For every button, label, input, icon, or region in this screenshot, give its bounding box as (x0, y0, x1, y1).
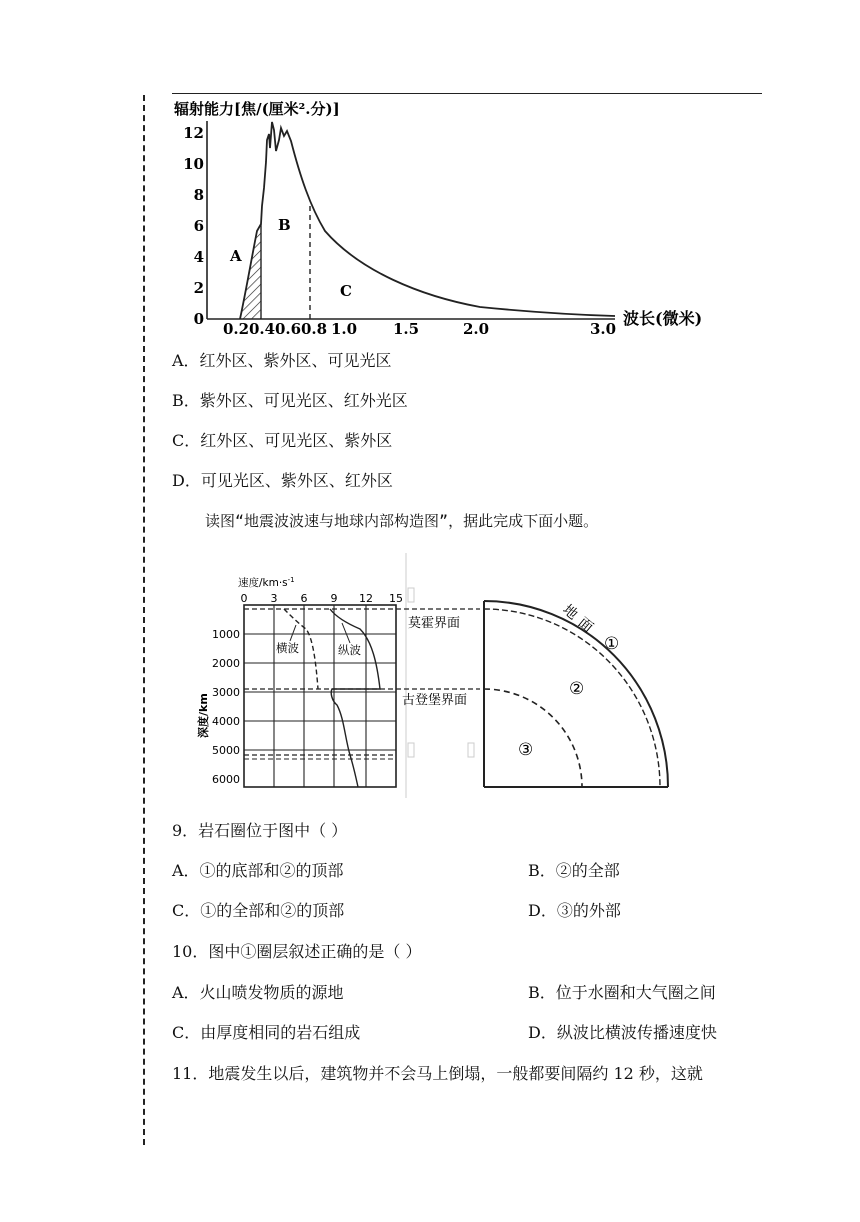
chart1-xlabel: 波长(微米) (623, 309, 703, 328)
q9-option-b: B．②的全部 (528, 861, 620, 880)
chart2-grid (244, 605, 396, 787)
q9-option-a: A．①的底部和②的顶部 (172, 861, 344, 880)
chart1-xtick-3.0: 3.0 (589, 320, 617, 336)
q10-option-b: B．位于水圈和大气圈之间 (528, 983, 716, 1002)
header-rule (172, 93, 762, 94)
chart2-moho-label: 莫霍界面 (408, 616, 461, 631)
chart1-label-A: A (230, 247, 242, 265)
chart1-ytick-6: 6 (193, 217, 204, 235)
chart2-depth-tick-5000: 5000 (212, 744, 240, 757)
chart1-ylabel: 辐射能力[焦/(厘米².分)] (174, 100, 340, 118)
q10-option-a: A．火山喷发物质的源地 (172, 983, 344, 1002)
chart1-ytick-2: 2 (193, 279, 204, 297)
chart1-ytick-4: 4 (193, 248, 204, 266)
chart1-xtick-2.0: 2.0 (462, 320, 490, 336)
earth-layer-2-label: ② (569, 679, 585, 699)
earth-layer-3-label: ③ (518, 740, 534, 760)
q11-stem: 11．地震发生以后，建筑物并不会马上倒塌，一般都要间隔约 12 秒，这就 (172, 1064, 703, 1083)
chart2-depth-tick-6000: 6000 (212, 773, 240, 786)
chart1-label-B: B (278, 216, 291, 234)
earth-layer-1-label: ① (604, 634, 620, 654)
chart2-p-wave-label: 纵波 (338, 643, 361, 657)
q10-option-c: C．由厚度相同的岩石组成 (172, 1023, 361, 1042)
chart1-xtick-0.2: 0.2 (222, 320, 250, 336)
chart1-xtick-0.4: 0.4 (248, 320, 276, 336)
chart2-speed-tick-0: 0 (240, 592, 248, 605)
chart1-xtick-1.5: 1.5 (392, 320, 420, 336)
q8-option-b: B．紫外区、可见光区、红外光区 (172, 391, 408, 410)
chart2-depth-tick-4000: 4000 (212, 715, 240, 728)
chart2-depth-tick-3000: 3000 (212, 686, 240, 699)
earth-surface-label: 地面 (559, 601, 601, 640)
chart2-depth-label: 深度/km (197, 693, 210, 738)
chart1-xtick-0.8: 0.8 (300, 320, 328, 336)
seismic-wave-diagram (190, 553, 680, 798)
q9-option-c: C．①的全部和②的顶部 (172, 901, 345, 920)
chart1-ytick-8: 8 (193, 186, 204, 204)
chart2-speed-tick-3: 3 (270, 592, 278, 605)
chart2-s-wave-label: 横波 (276, 641, 299, 655)
chart1-ytick-12: 12 (183, 124, 204, 142)
chart2-speed-tick-15: 15 (389, 592, 403, 605)
chart2-speed-label: 速度$/km\cdot s^{-1}$ (238, 576, 295, 589)
q9-stem: 9．岩石圈位于图中（ ） (172, 821, 348, 840)
chart1-ytick-0: 0 (193, 310, 204, 328)
chart2-depth-tick-2000: 2000 (212, 657, 240, 670)
binding-margin-line (143, 95, 145, 1145)
chart1-xtick-0.6: 0.6 (274, 320, 302, 336)
q10-option-d: D．纵波比横波传播速度快 (528, 1023, 717, 1042)
q8-option-d: D．可见光区、紫外区、红外区 (172, 471, 393, 490)
radiation-spectrum-chart (160, 96, 760, 336)
q8-option-a: A．红外区、紫外区、可见光区 (172, 351, 392, 370)
chart2-depth-tick-1000: 1000 (212, 628, 240, 641)
chart2-speed-tick-9: 9 (330, 592, 338, 605)
chart1-label-C: C (340, 282, 352, 300)
chart1-spectrum-curve (240, 122, 615, 319)
q10-stem: 10．图中①圈层叙述正确的是（ ） (172, 942, 422, 961)
chart1-xtick-1.0: 1.0 (330, 320, 358, 336)
q9-option-d: D．③的外部 (528, 901, 621, 920)
chart2-speed-tick-6: 6 (300, 592, 308, 605)
chart2-speed-tick-12: 12 (359, 592, 373, 605)
chart2-p-wave-curve (330, 609, 380, 787)
chart1-ytick-10: 10 (183, 155, 204, 173)
chart2-gutenberg-label: 古登堡界面 (402, 693, 468, 708)
q8-option-c: C．红外区、可见光区、紫外区 (172, 431, 393, 450)
section-intro: 读图“地震波波速与地球内部构造图”，据此完成下面小题。 (205, 512, 599, 530)
